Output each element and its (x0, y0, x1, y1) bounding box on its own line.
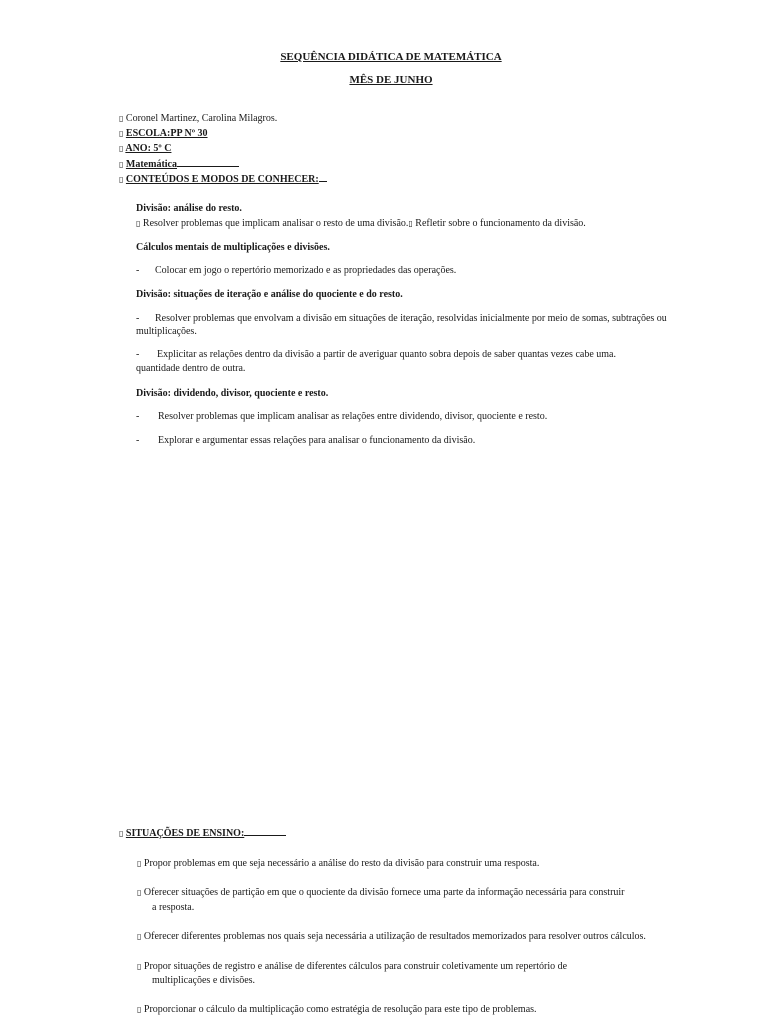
section-title-dividend: Divisão: dividendo, divisor, quociente e resto. (136, 388, 329, 399)
teaching-item: ▯ Propor problemas em que seja necessário a análise do resto da divisão para construir uma resposta. (137, 858, 540, 869)
author-text: Coronel Martinez, Carolina Milagros. (125, 113, 278, 124)
dash-bullet: - (136, 435, 140, 446)
checkbox-icon: ▯ (137, 962, 142, 971)
section-title-iteration: Divisão: situações de iteração e análise do quociente e do resto. (136, 289, 403, 300)
teaching-item: ▯ Oferecer diferentes problemas nos quais seja necessária a utilização de resultados memorizados para resolver outros cálculos. (137, 931, 646, 942)
contents-heading-text: CONTEÚDOS E MODOS DE CONHECER: (125, 174, 319, 185)
checkbox-icon: ▯ (136, 219, 141, 228)
info-subject (119, 158, 239, 172)
teaching-item: ▯ Propor situações de registro e análise de diferentes cálculos para construir coletivamente um repertório de (137, 961, 568, 972)
document-subtitle: MÊS DE JUNHO (349, 74, 433, 86)
section-line-remainder: ▯ Resolver problemas que implicam analisar o resto de uma divisão.▯ Refletir sobre o funcionamento da divisão. (136, 218, 586, 229)
checkbox-icon: ▯ (119, 144, 124, 153)
dash-bullet: - (136, 265, 140, 276)
document-title: SEQUÊNCIA DIDÁTICA DE MATEMÁTICA (280, 51, 502, 63)
checkbox-icon: ▯ (137, 1005, 142, 1014)
teaching-heading: ▯ SITUAÇÕES DE ENSINO: (119, 827, 286, 841)
teaching-item: ▯ Proporcionar o cálculo da multiplicação como estratégia de resolução para este tipo de problemas. (137, 1004, 537, 1015)
subject-text: Matemática (125, 159, 177, 170)
info-author (119, 113, 277, 126)
dash-bullet: - (136, 411, 140, 422)
teaching-item: ▯ Oferecer situações de partição em que o quociente da divisão fornece uma parte da informação necessária para construir (137, 887, 625, 898)
list-item: - Explicitar as relações dentro da divisão a partir de averiguar quanto sobra depois de saber quantas vezes cabe uma. (136, 349, 616, 360)
section-title-remainder: Divisão: análise do resto. (136, 203, 242, 214)
checkbox-icon: ▯ (408, 219, 413, 228)
teaching-item-continuation: a resposta. (152, 902, 195, 913)
list-item: - Explorar e argumentar essas relações para analisar o funcionamento da divisão. (136, 435, 476, 446)
teaching-item-continuation: multiplicações e divisões. (152, 975, 256, 986)
list-item-text: Resolver problemas que envolvam a divisão em situações de iteração, resolvidas inicialmente por meio de somas, subtrações ou multiplicações. (136, 313, 667, 337)
underline-rule (177, 158, 239, 167)
underline-rule (319, 173, 327, 182)
checkbox-icon: ▯ (119, 114, 124, 123)
year-text: ANO: 5º C (125, 143, 172, 154)
info-year (119, 143, 171, 156)
section-title-mental-calc: Cálculos mentais de multiplicações e divisões. (136, 242, 330, 253)
list-item: - Resolver problemas que implicam analisar as relações entre dividendo, divisor, quociente e resto. (136, 411, 548, 422)
school-text: ESCOLA:PP Nº 30 (125, 128, 208, 139)
dash-bullet: - (136, 313, 140, 324)
checkbox-icon: ▯ (137, 859, 142, 868)
checkbox-icon: ▯ (119, 129, 124, 138)
info-school (119, 128, 208, 141)
dash-bullet: - (136, 349, 140, 360)
list-item-continuation: quantidade dentro de outra. (136, 363, 246, 374)
checkbox-icon: ▯ (119, 829, 124, 838)
checkbox-icon: ▯ (137, 932, 142, 941)
underline-rule (244, 827, 286, 836)
checkbox-icon: ▯ (137, 888, 142, 897)
info-contents-heading (119, 173, 327, 187)
list-item: - Colocar em jogo o repertório memorizado e as propriedades das operações. (136, 265, 457, 276)
checkbox-icon: ▯ (119, 160, 124, 169)
checkbox-icon: ▯ (119, 175, 124, 184)
